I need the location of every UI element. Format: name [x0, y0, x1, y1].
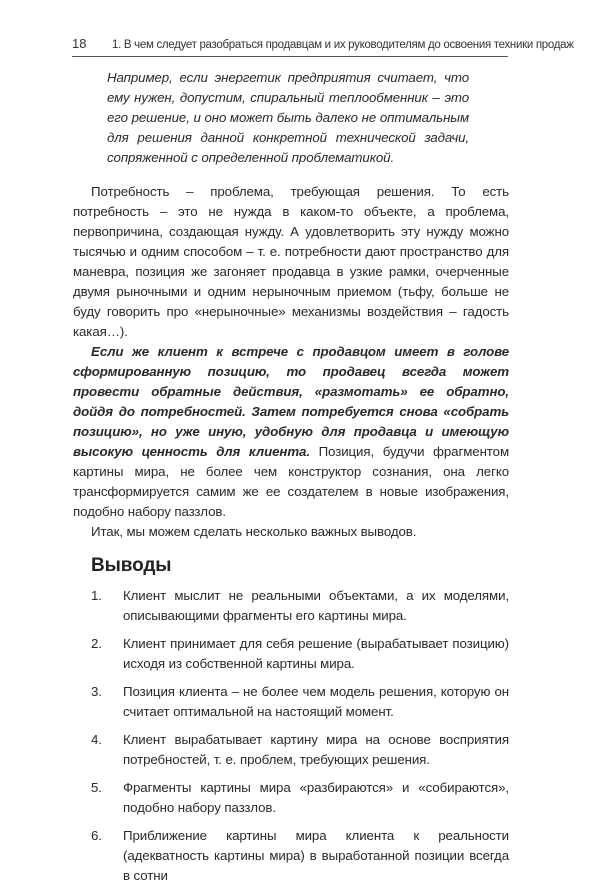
list-text: Клиент вырабатывает картину мира на основе восприятия потребностей, т. е. проблем, требующих решения. [123, 732, 509, 767]
list-text: Клиент принимает для себя решение (вырабатывает позицию) исходя из собственной картины мира. [123, 636, 509, 671]
example-callout [107, 68, 469, 168]
list-number: 2. [91, 636, 102, 651]
section-title: Выводы [91, 555, 172, 576]
header-rule [72, 56, 508, 57]
list-number: 1. [91, 588, 102, 603]
list-number: 5. [91, 780, 102, 795]
list-text: Фрагменты картины мира «разбираются» и «собираются», подобно набору паззлов. [123, 780, 509, 815]
paragraph-position-rest: Позиция, будучи фрагментом картины мира, не более чем конструктор сознания, она легко трансформируется самим же ее создателем в новые изображения, подобно набору паззлов. [73, 444, 509, 519]
list-number: 4. [91, 732, 102, 747]
paragraph-conclusions-intro: Итак, мы можем сделать несколько важных выводов. [91, 524, 417, 539]
list-text: Позиция клиента – не более чем модель решения, которую он считает оптимальной на настоящий момент. [123, 684, 509, 719]
page-content [73, 68, 509, 894]
page-number: 18 [72, 36, 87, 51]
running-header [72, 36, 574, 51]
list-number: 3. [91, 684, 102, 699]
list-text: Клиент мыслит не реальными объектами, а их моделями, описывающими фрагменты его картины мира. [123, 588, 509, 623]
chapter-title: 1. В чем следует разобраться продавцам и их руководителям до освоения техники продаж [112, 39, 574, 51]
list-item [73, 634, 509, 674]
list-text: Приближение картины мира клиента к реальности (адекватность картины мира) в выработанной позиции всегда в сотни [123, 828, 509, 883]
list-item [73, 682, 509, 722]
conclusions-list [73, 586, 509, 886]
callout-text: Например, если энергетик предприятия считает, что ему нужен, допустим, спиральный теплообменник – это его решение, и оно может быть далеко не оптимальным для решения данной конкретной технической задачи, сопряженной с определенной проблематикой. [107, 70, 469, 165]
paragraph-position [73, 342, 509, 522]
list-number: 6. [91, 828, 102, 843]
list-item [73, 778, 509, 818]
emphasis-text: Если же клиент к встрече с продавцом имеет в голове сформированную позицию, то продавец всегда может провести обратные действия, «размотать» ее обратно, дойдя до потребностей. Затем потребуется снова «собрать позицию», но уже иную, удобную для продавца и имеющую высокую ценность для клиента. [73, 344, 509, 459]
paragraph-need-definition: Потребность – проблема, требующая решения. То есть потребность – это не нужда в каком-то объекте, а проблема, первопричина, создающая нужду. А удовлетворить эту нужду можно тысячью и одним способом – т. е. потребности дают пространство для маневра, позиция же загоняет продавца в узкие рамки, очерченные двумя рыночными и одним нерыночным приемом (тьфу, больше не буду говорить про «нерыночные» механизмы воздействия – гадость какая…). [73, 184, 509, 339]
list-item [73, 730, 509, 770]
list-item [73, 586, 509, 626]
list-item [73, 826, 509, 886]
